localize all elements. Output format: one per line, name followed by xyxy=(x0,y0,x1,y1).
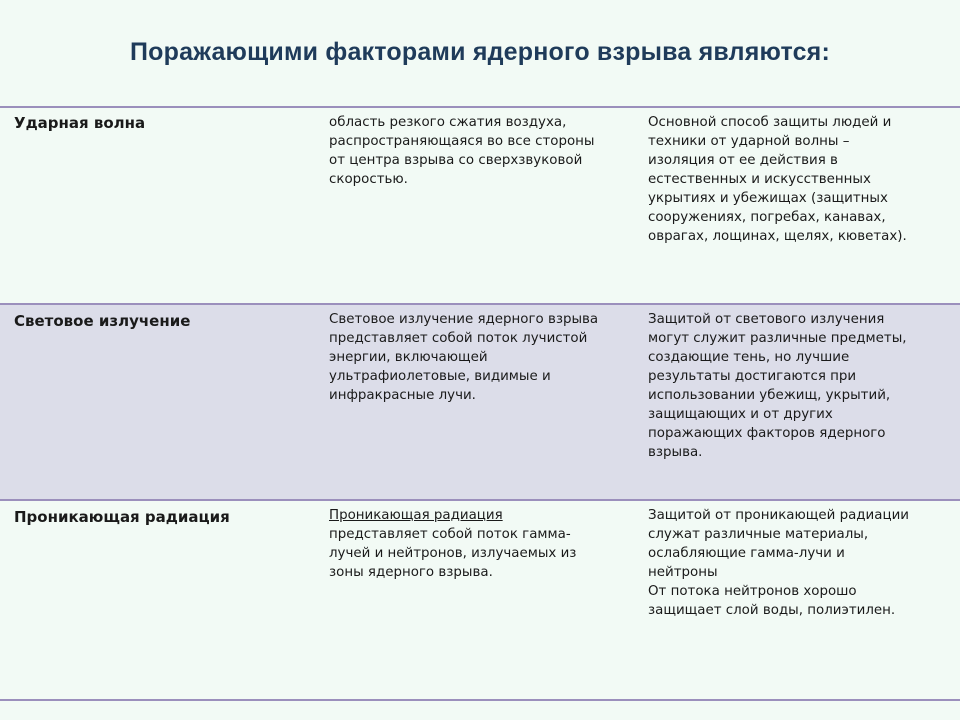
factors-table xyxy=(0,106,960,702)
table-row-shock-wave xyxy=(0,106,960,304)
table-row-penetrating-radiation xyxy=(0,500,960,700)
table-divider xyxy=(0,499,960,501)
description-rest: представляет собой поток гамма- лучей и нейтронов, излучаемых из зоны ядерного взрыва. xyxy=(329,527,577,580)
description-cell: Световое излучение ядерного взрыва представляет собой поток лучистой энергии, включающей ультрафиолетовые, видимые и инфракрасные лучи. xyxy=(329,312,599,403)
slide-title: Поражающими факторами ядерного взрыва являются: xyxy=(130,38,830,66)
protection-cell: Защитой от проникающей радиации служат различные материалы, ослабляющие гамма-лучи и нейтроны От потока нейтронов хорошо защищает слой воды, полиэтилен. xyxy=(648,508,909,618)
description-underlined-term: Проникающая радиация xyxy=(329,508,503,523)
table-divider xyxy=(0,699,960,701)
description-cell: область резкого сжатия воздуха, распространяющаяся во все стороны от центра взрыва со сверхзвуковой скоростью. xyxy=(329,115,595,187)
protection-cell: Основной способ защиты людей и техники от ударной волны – изоляция от ее действия в естественных и искусственных укрытиях и убежищах (защитных сооружениях, погребах, канавах, оврагах, лощинах, щелях, кюветах). xyxy=(648,115,907,244)
factor-cell: Ударная волна xyxy=(14,114,146,132)
table-divider xyxy=(0,303,960,305)
table-divider xyxy=(0,106,960,108)
description-cell xyxy=(329,506,634,582)
table-row-light-radiation xyxy=(0,304,960,500)
factor-cell: Световое излучение xyxy=(14,312,191,330)
protection-cell: Защитой от светового излучения могут служит различные предметы, создающие тень, но лучшие результаты достигаются при использовании убежищ, укрытий, защищающих и от других поражающих факторов ядерного взрыва. xyxy=(648,312,907,460)
factor-cell: Проникающая радиация xyxy=(14,508,230,526)
